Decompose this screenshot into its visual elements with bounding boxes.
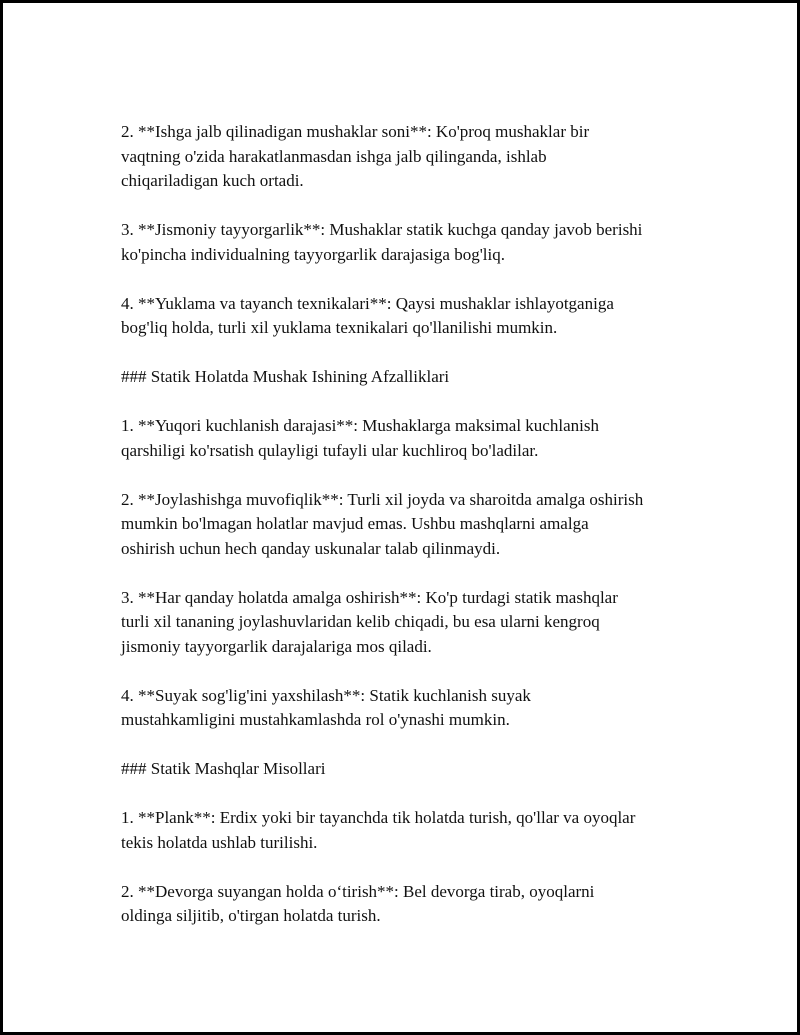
list-item-load-techniques: 4. **Yuklama va tayanch texnikalari**: Qaysi mushaklar ishlayotganiga bog'liq holda, turli xil yuklama texnikalari qo'llanilishi mumkin. — [121, 293, 614, 337]
list-item-wall-sit: 2. **Devorga suyangan holda o‘tirish**: Bel devorga tirab, oyoqlarni oldinga siljitib, o'tirgan holatda turish. — [121, 881, 595, 925]
document-body — [121, 120, 721, 953]
list-item-location-flexibility: 2. **Joylashishga muvofiqlik**: Turli xil joyda va sharoitda amalga oshirish mumkin bo'lmagan holatlar mavjud emas. Ushbu mashqlarni amalga oshirish uchun hech qanday uskunalar talab qilinmaydi. — [121, 489, 644, 558]
list-item-bone-health: 4. **Suyak sog'lig'ini yaxshilash**: Statik kuchlanish suyak mustahkamligini mustahkamlashda rol o'ynashi mumkin. — [121, 685, 531, 729]
list-item-any-position: 3. **Har qanday holatda amalga oshirish**: Ko'p turdagi statik mashqlar turli xil tananing joylashuvlaridan kelib chiqadi, bu esa ularni kengroq jismoniy tayyorgarlik darajalariga mos qiladi. — [121, 587, 618, 656]
list-item-physical-fitness: 3. **Jismoniy tayyorgarlik**: Mushaklar statik kuchga qanday javob berishi ko'pincha individualning tayyorgarlik darajasiga bog'liq. — [121, 220, 643, 264]
list-item-plank: 1. **Plank**: Erdix yoki bir tayanchda tik holatda turish, qo'llar va oyoqlar tekis holatda ushlab turilishi. — [121, 808, 636, 852]
section-heading-advantages: ### Statik Holatda Mushak Ishining Afzalliklari — [121, 367, 450, 386]
list-item-high-tension: 1. **Yuqori kuchlanish darajasi**: Mushaklarga maksimal kuchlanish qarshiligi ko'rsatish qulayligi tufayli ular kuchliroq bo'ladilar. — [121, 416, 599, 460]
section-heading-examples: ### Statik Mashqlar Misollari — [121, 759, 326, 778]
list-item-muscle-count: 2. **Ishga jalb qilinadigan mushaklar soni**: Ko'proq mushaklar bir vaqtning o'zida harakatlanmasdan ishga jalb qilinganda, ishlab chiqariladigan kuch ortadi. — [121, 122, 590, 190]
